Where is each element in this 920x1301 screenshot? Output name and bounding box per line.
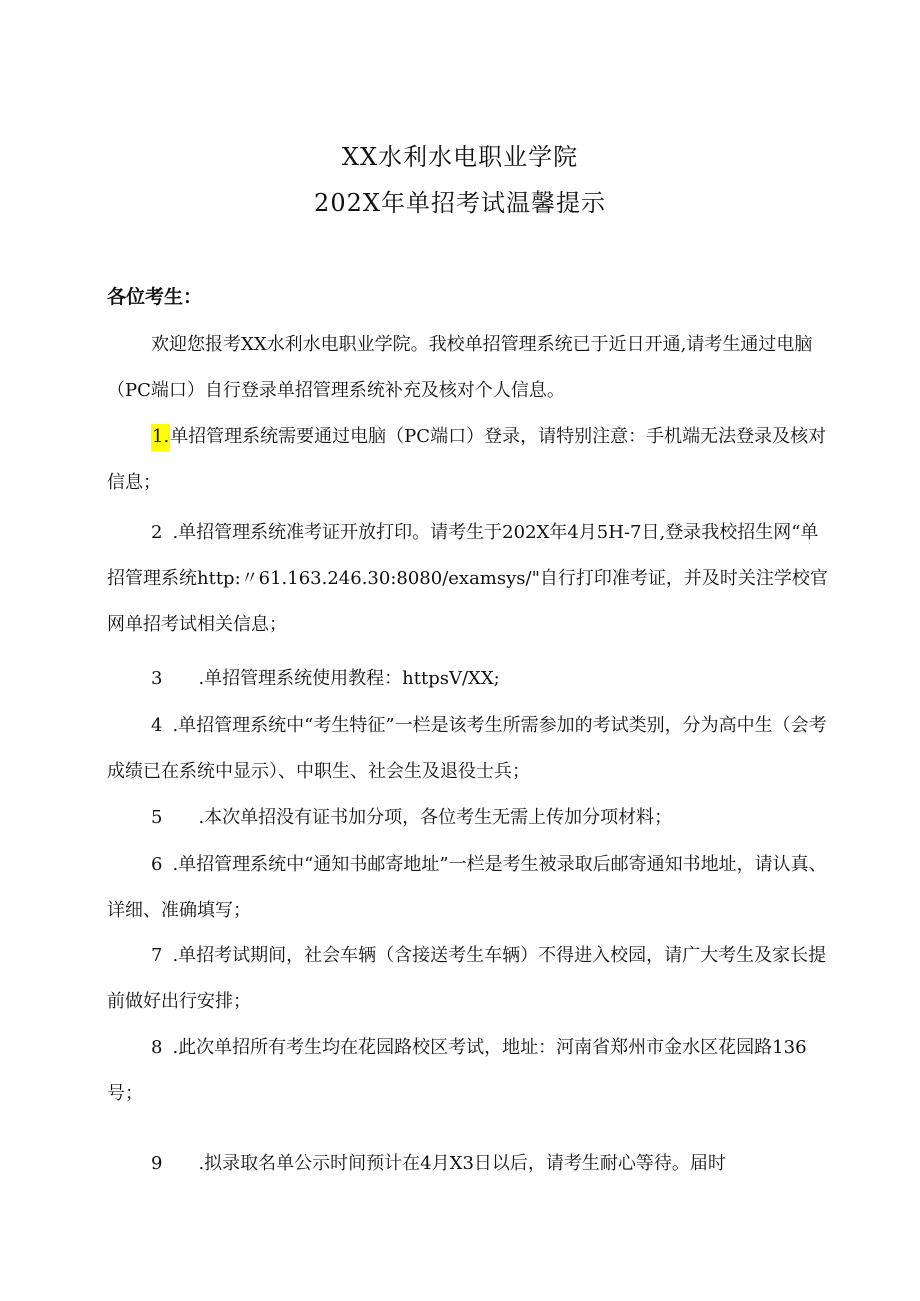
- item-text: .单招管理系统准考证开放打印。请考生于202X年4月5H-7日,登录我校招生网“单招管理系统http:〃61.163.246.30:8080/examsys/"自行打印准考证，并及时关注学校官网单招考试相关信息；: [107, 522, 828, 635]
- notice-title: 202X年单招考试温馨提示: [314, 189, 606, 217]
- item-text: .单招考试期间，社会车辆（含接送考生车辆）不得进入校园，请广大考生及家长提前做好出行安排；: [107, 945, 827, 1012]
- item-text: .此次单招所有考生均在花园路校区考试，地址：河南省郑州市金水区花园路136号；: [107, 1037, 807, 1104]
- item-number: 8: [151, 1037, 163, 1058]
- item-text: .单招管理系统使用教程：httpsV∕XX;: [198, 668, 500, 689]
- list-item: [107, 1141, 829, 1187]
- item-number: 9: [151, 1153, 163, 1174]
- intro-paragraph: 欢迎您报考XX水利水电职业学院。我校单招管理系统已于近日开通,请考生通过电脑（PC端口）自行登录单招管理系统补充及核对个人信息。: [107, 334, 813, 401]
- list-item: [107, 933, 829, 1025]
- document-title-school: [0, 137, 920, 172]
- item-text: 单招管理系统需要通过电脑（PC端口）登录，请特别注意：手机端无法登录及核对信息；: [107, 426, 827, 493]
- list-item: [107, 510, 829, 648]
- list-item: [107, 656, 829, 702]
- item-text: .本次单招没有证书加分项，各位考生无需上传加分项材料；: [198, 807, 673, 828]
- item-number: 4: [151, 715, 163, 736]
- school-name: XX水利水电职业学院: [341, 143, 579, 171]
- list-item: [107, 703, 829, 795]
- list-item: [107, 795, 829, 841]
- item-number: 6: [151, 854, 163, 875]
- item-text: .单招管理系统中“考生特征”一栏是该考生所需参加的考试类别，分为高中生（会考成绩已在系统中显示）、中职生、社会生及退役士兵；: [107, 715, 827, 782]
- item-number: 2: [151, 522, 163, 543]
- document-title-notice: [0, 183, 920, 218]
- item-number: 5: [151, 807, 163, 828]
- item-text: .拟录取名单公示时间预计在4月X3日以后，请考生耐心等待。届时: [198, 1153, 726, 1174]
- item-number: 7: [151, 945, 163, 966]
- list-item: [107, 414, 829, 506]
- item-text: .单招管理系统中“通知书邮寄地址”一栏是考生被录取后邮寄通知书地址，请认真、详细、准确填写；: [107, 854, 827, 921]
- item-number: 3: [151, 668, 163, 689]
- list-item: [107, 1025, 829, 1117]
- item-number-highlighted: 1.: [151, 424, 170, 451]
- list-item: [107, 842, 829, 934]
- salutation: 各位考生：: [107, 286, 203, 308]
